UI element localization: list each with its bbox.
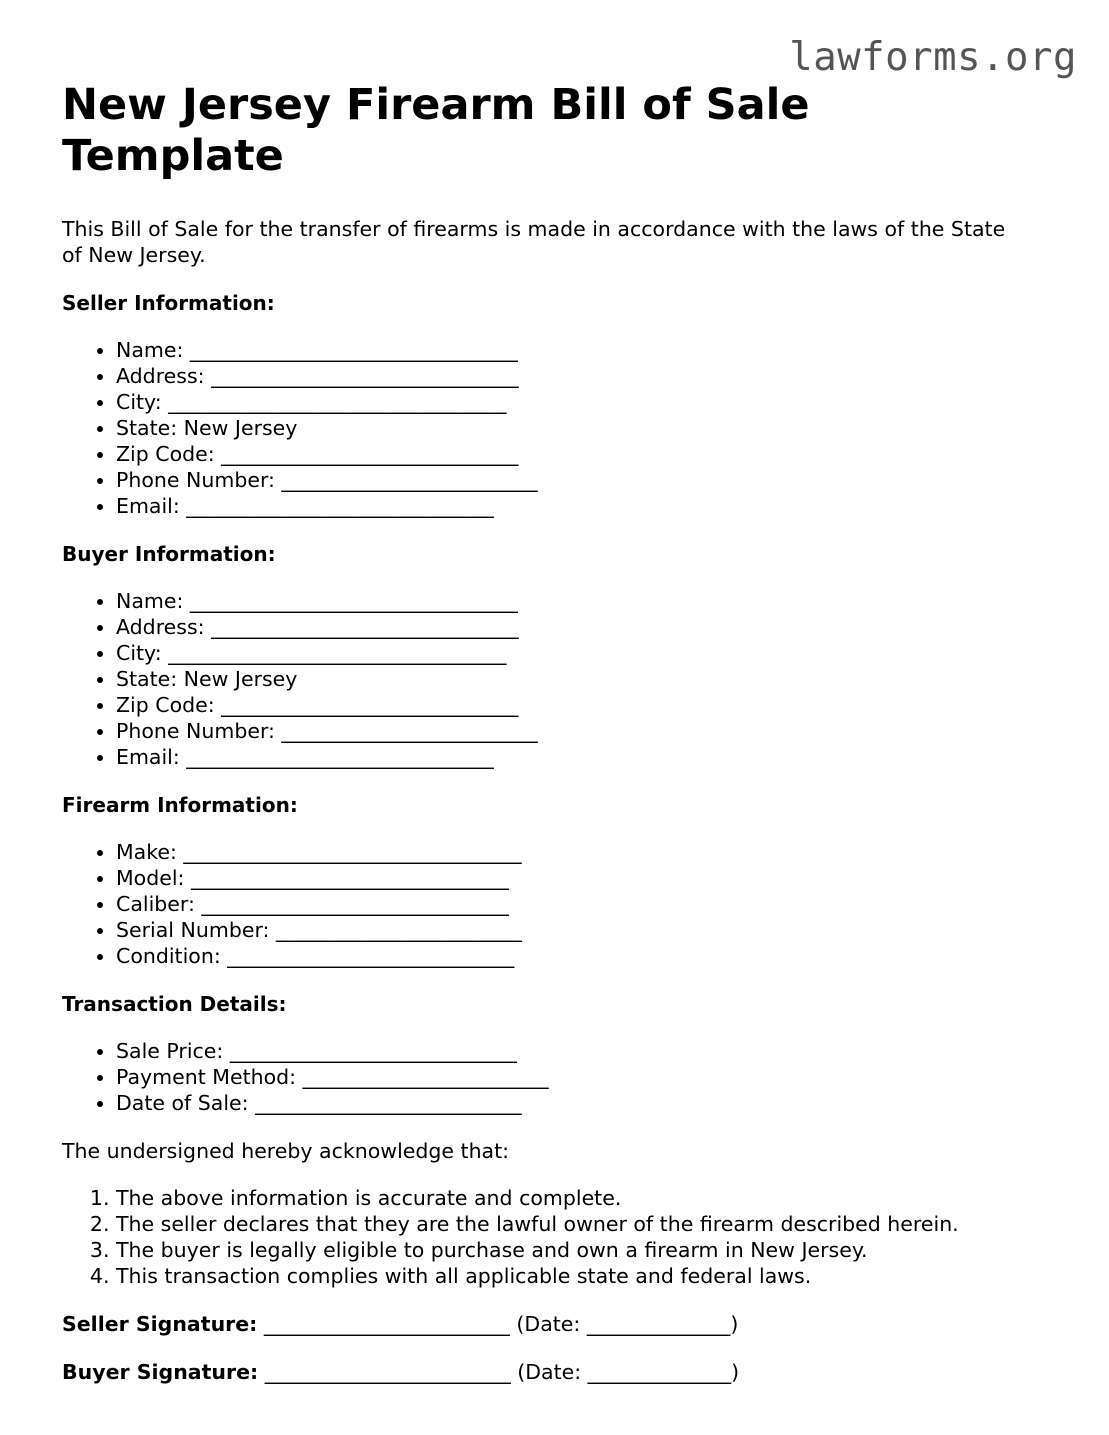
watermark-logo: lawforms.org: [789, 35, 1077, 80]
document: [62, 80, 1062, 1385]
buyer-signature-line: [62, 1359, 1062, 1385]
sale-price-field: • Sale Price: ____________________________: [116, 1038, 1062, 1064]
buyer-signature-blank: ________________________ (Date: ______________): [258, 1360, 740, 1384]
seller-heading: Seller Information:: [62, 291, 275, 315]
acknowledgement-item: 4. This transaction complies with all applicable state and federal laws.: [116, 1263, 1062, 1289]
buyer-heading: Buyer Information:: [62, 542, 276, 566]
acknowledgement-item: 1. The above information is accurate and complete.: [116, 1185, 1062, 1211]
firearm-heading: Firearm Information:: [62, 793, 298, 817]
date-of-sale-field: • Date of Sale: __________________________: [116, 1090, 1062, 1116]
firearm-condition-field: • Condition: ____________________________: [116, 943, 1062, 969]
transaction-heading: Transaction Details:: [62, 992, 287, 1016]
buyer-phone-field: • Phone Number: _________________________: [116, 718, 1062, 744]
acknowledgement-list: [62, 1185, 1062, 1289]
acknowledgement-item: 2. The seller declares that they are the lawful owner of the firearm described herein.: [116, 1211, 1062, 1237]
seller-zip-field: • Zip Code: _____________________________: [116, 441, 1062, 467]
firearm-caliber-field: • Caliber: ______________________________: [116, 891, 1062, 917]
firearm-make-field: • Make: _________________________________: [116, 839, 1062, 865]
buyer-signature-label: Buyer Signature:: [62, 1360, 259, 1384]
buyer-address-field: • Address: ______________________________: [116, 614, 1062, 640]
payment-method-field: • Payment Method: ________________________: [116, 1064, 1062, 1090]
buyer-zip-field: • Zip Code: _____________________________: [116, 692, 1062, 718]
seller-city-field: • City: _________________________________: [116, 389, 1062, 415]
seller-name-field: • Name: ________________________________: [116, 337, 1062, 363]
buyer-city-field: • City: _________________________________: [116, 640, 1062, 666]
seller-phone-field: • Phone Number: _________________________: [116, 467, 1062, 493]
seller-signature-label: Seller Signature:: [62, 1312, 258, 1336]
seller-signature-line: [62, 1311, 1062, 1337]
firearm-model-field: • Model: _______________________________: [116, 865, 1062, 891]
seller-field-list: [62, 337, 1062, 519]
firearm-serial-field: • Serial Number: ________________________: [116, 917, 1062, 943]
seller-signature-blank: ________________________ (Date: ______________): [257, 1312, 739, 1336]
buyer-name-field: • Name: ________________________________: [116, 588, 1062, 614]
seller-address-field: • Address: ______________________________: [116, 363, 1062, 389]
buyer-email-field: • Email: ______________________________: [116, 744, 1062, 770]
acknowledgement-lead: The undersigned hereby acknowledge that:: [62, 1139, 510, 1163]
firearm-field-list: [62, 839, 1062, 969]
buyer-field-list: [62, 588, 1062, 770]
page-title: New Jersey Firearm Bill of Sale Template: [62, 80, 810, 181]
seller-state-field: • State: New Jersey: [116, 415, 1062, 441]
transaction-field-list: [62, 1038, 1062, 1116]
acknowledgement-item: 3. The buyer is legally eligible to purchase and own a firearm in New Jersey.: [116, 1237, 1062, 1263]
intro-paragraph: This Bill of Sale for the transfer of firearms is made in accordance with the laws of the State of New Jersey.: [62, 217, 1006, 267]
buyer-state-field: • State: New Jersey: [116, 666, 1062, 692]
seller-email-field: • Email: ______________________________: [116, 493, 1062, 519]
